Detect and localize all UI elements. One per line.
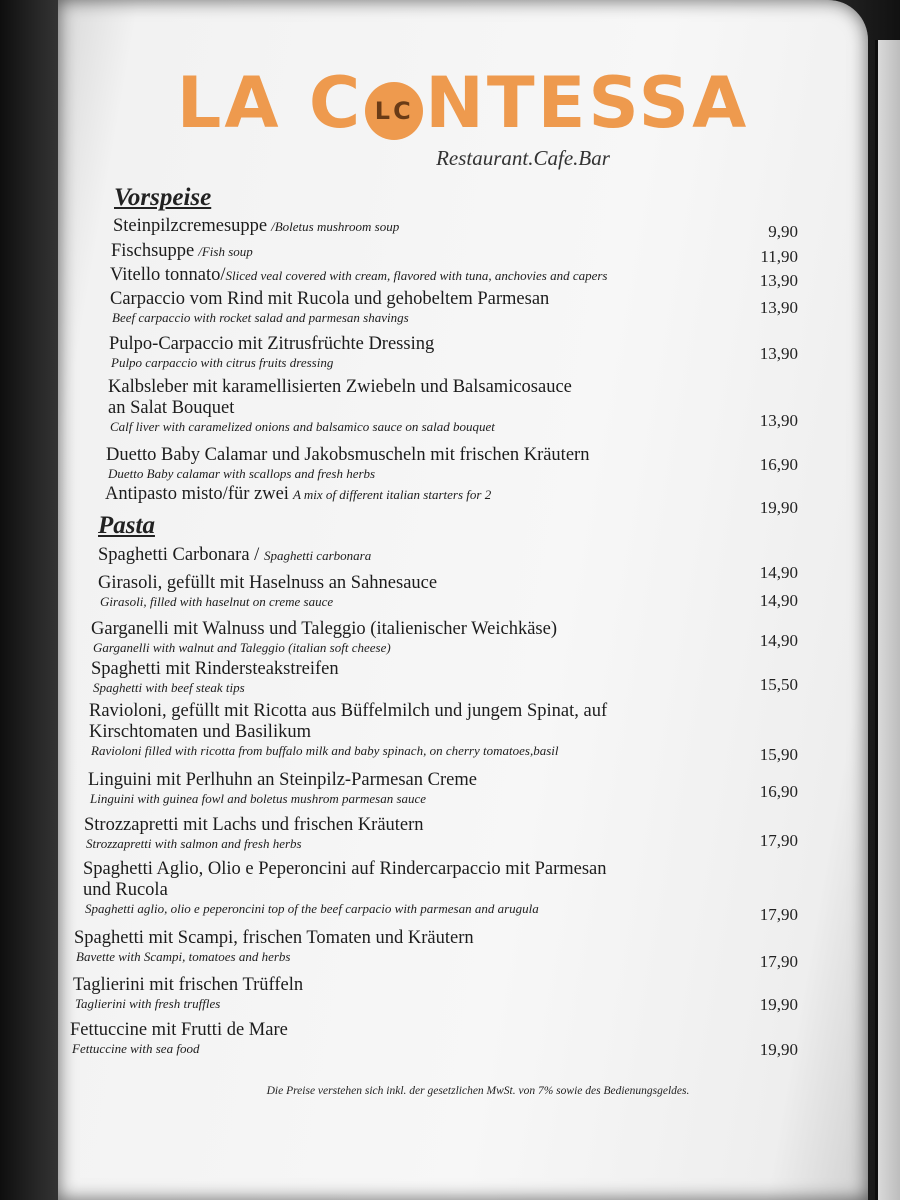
item-english: Pulpo carpaccio with citrus fruits dressing bbox=[111, 355, 334, 370]
item-english-inline: A mix of different italian starters for 2 bbox=[292, 487, 492, 502]
item-name: Linguini mit Perlhuhn an Steinpilz-Parmesan Creme bbox=[88, 770, 477, 790]
item-name: Spaghetti mit Rindersteakstreifen bbox=[91, 659, 339, 679]
item-english: Linguini with guinea fowl and boletus mushrom parmesan sauce bbox=[90, 791, 427, 806]
item-name: Taglierini mit frischen Trüffeln bbox=[73, 975, 304, 995]
logo-text-part2: NTESSA bbox=[425, 62, 750, 144]
item-english: Spaghetti with beef steak tips bbox=[93, 680, 245, 695]
item-english: Beef carpaccio with rocket salad and parmesan shavings bbox=[112, 310, 409, 325]
menu-item bbox=[91, 619, 853, 656]
item-english: Ravioloni filled with ricotta from buffalo milk and baby spinach, on cherry tomatoes,basil bbox=[91, 743, 559, 758]
next-menu-page-edge bbox=[875, 40, 900, 1200]
item-name: Fischsuppe bbox=[111, 241, 195, 261]
item-name: Strozzapretti mit Lachs und frischen Kräutern bbox=[84, 815, 424, 835]
item-price: 15,50 bbox=[759, 675, 798, 694]
item-name: Pulpo-Carpaccio mit Zitrusfrüchte Dressing bbox=[109, 334, 435, 354]
item-english: Calf liver with caramelized onions and balsamico sauce on salad bouquet bbox=[110, 419, 495, 434]
item-price: 15,90 bbox=[759, 745, 798, 764]
item-price: 13,90 bbox=[759, 298, 798, 317]
menu-item bbox=[98, 573, 853, 610]
item-price: 14,90 bbox=[759, 631, 798, 650]
menu-item bbox=[74, 928, 853, 971]
item-price: 19,90 bbox=[759, 1040, 798, 1059]
restaurant-tagline: Restaurant.Cafe.Bar bbox=[436, 146, 610, 170]
menu-item bbox=[83, 859, 853, 924]
section-vorspeise bbox=[114, 183, 814, 213]
menu-item bbox=[106, 445, 853, 482]
menu-item bbox=[111, 241, 853, 266]
menu-item bbox=[109, 334, 853, 371]
item-english: Spaghetti aglio, olio e peperoncini top of the beef carpacio with parmesan and arugula bbox=[85, 901, 539, 916]
section-title: Vorspeise bbox=[114, 184, 212, 211]
menu-item bbox=[110, 289, 853, 326]
item-english-inline: /Fish soup bbox=[198, 244, 253, 259]
item-price: 17,90 bbox=[759, 952, 798, 971]
item-price: 14,90 bbox=[759, 563, 798, 582]
item-price: 9,90 bbox=[768, 222, 798, 241]
section-pasta bbox=[98, 511, 798, 541]
item-name-continued: an Salat Bouquet bbox=[108, 398, 235, 418]
restaurant-logo bbox=[58, 62, 868, 144]
menu-item bbox=[73, 975, 853, 1012]
item-english: Girasoli, filled with haselnut on creme sauce bbox=[100, 594, 334, 609]
item-english: Garganelli with walnut and Taleggio (italian soft cheese) bbox=[93, 640, 391, 655]
item-name: Spaghetti mit Scampi, frischen Tomaten und Kräutern bbox=[74, 928, 474, 948]
item-price: 13,90 bbox=[759, 411, 798, 430]
item-price: 11,90 bbox=[760, 247, 798, 266]
item-name: Kalbsleber mit karamellisierten Zwiebeln und Balsamicosauce bbox=[108, 377, 572, 397]
menu-item bbox=[113, 216, 853, 241]
item-english: Fettuccine with sea food bbox=[72, 1041, 200, 1056]
menu-item bbox=[88, 770, 853, 807]
item-name: Spaghetti Carbonara / bbox=[98, 545, 264, 565]
item-english: Strozzapretti with salmon and fresh herbs bbox=[86, 836, 302, 851]
item-english: Bavette with Scampi, tomatoes and herbs bbox=[76, 949, 291, 964]
menu-item bbox=[98, 545, 853, 582]
item-name: Antipasto misto/für zwei bbox=[105, 484, 289, 504]
item-price: 19,90 bbox=[759, 498, 798, 517]
item-english-inline: Spaghetti carbonara bbox=[263, 548, 372, 563]
item-name: Girasoli, gefüllt mit Haselnuss an Sahnesauce bbox=[98, 573, 438, 593]
item-name: Garganelli mit Walnuss und Taleggio (italienischer Weichkäse) bbox=[91, 619, 557, 639]
item-english-inline: Sliced veal covered with cream, flavored with tuna, anchovies and capers bbox=[225, 268, 608, 283]
item-english: Duetto Baby calamar with scallops and fresh herbs bbox=[108, 466, 376, 481]
item-name-continued: und Rucola bbox=[83, 880, 168, 900]
item-price: 17,90 bbox=[759, 831, 798, 850]
item-name: Vitello tonnato/ bbox=[110, 265, 226, 285]
item-name: Spaghetti Aglio, Olio e Peperoncini auf Rindercarpaccio mit Parmesan bbox=[83, 859, 607, 879]
item-price: 16,90 bbox=[759, 455, 798, 474]
menu-header bbox=[58, 62, 868, 171]
menu-item bbox=[84, 815, 853, 852]
item-price: 16,90 bbox=[759, 782, 798, 801]
item-name: Fettuccine mit Frutti de Mare bbox=[70, 1020, 288, 1040]
menu-item bbox=[89, 701, 853, 764]
item-name: Duetto Baby Calamar und Jakobsmuscheln mit frischen Kräutern bbox=[106, 445, 590, 465]
item-name: Ravioloni, gefüllt mit Ricotta aus Büffelmilch und jungem Spinat, auf bbox=[89, 701, 608, 721]
menu-page bbox=[58, 0, 868, 1200]
menu-item bbox=[108, 377, 853, 435]
logo-text-part1: LA C bbox=[176, 62, 364, 144]
section-title: Pasta bbox=[98, 512, 155, 539]
logo-mark-icon: LC bbox=[365, 82, 423, 140]
menu-item bbox=[91, 659, 853, 696]
item-name: Carpaccio vom Rind mit Rucola und gehobeltem Parmesan bbox=[110, 289, 550, 309]
item-price: 13,90 bbox=[759, 344, 798, 363]
tax-note: Die Preise verstehen sich inkl. der gesetzlichen MwSt. von 7% sowie des Bedienungsgeldes. bbox=[266, 1085, 690, 1097]
item-name-continued: Kirschtomaten und Basilikum bbox=[89, 722, 311, 742]
menu-item bbox=[110, 265, 853, 290]
menu-item bbox=[105, 484, 853, 517]
item-english: Taglierini with fresh truffles bbox=[75, 996, 221, 1011]
item-name: Steinpilzcremesuppe bbox=[113, 216, 268, 236]
item-price: 14,90 bbox=[759, 591, 798, 610]
item-price: 17,90 bbox=[759, 905, 798, 924]
menu-item bbox=[70, 1020, 853, 1057]
item-price: 19,90 bbox=[759, 995, 798, 1014]
item-price: 13,90 bbox=[759, 271, 798, 290]
item-english-inline: /Boletus mushroom soup bbox=[271, 219, 400, 234]
